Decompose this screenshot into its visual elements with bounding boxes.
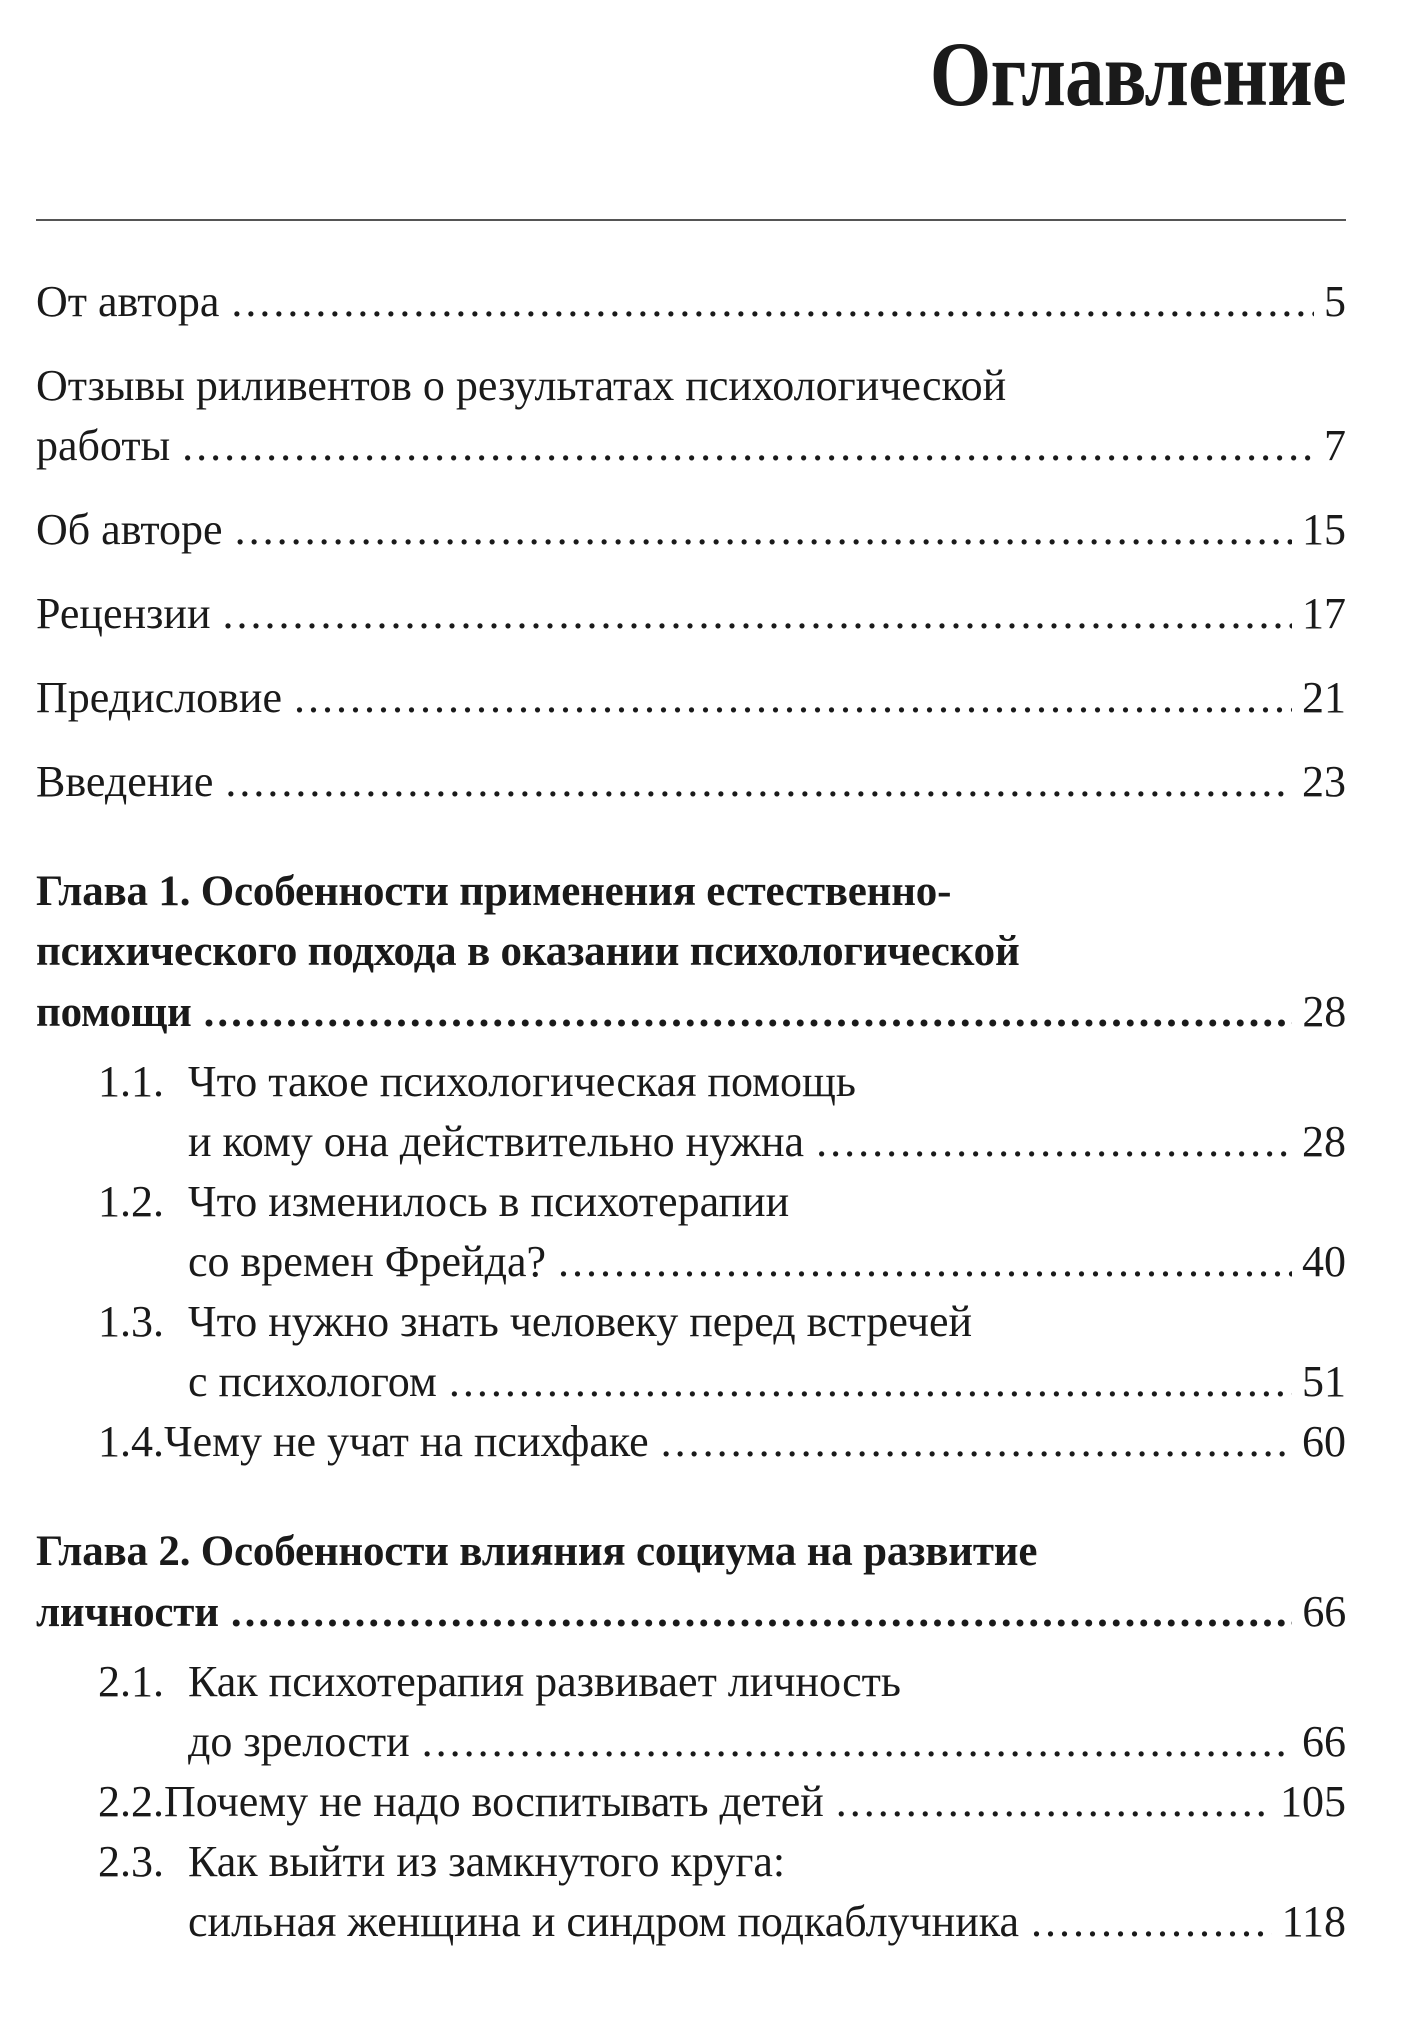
chapter-title-line2: психического подхода в оказании психологической	[36, 928, 1020, 975]
section-page-number: 40	[1302, 1237, 1346, 1286]
dot-leader	[661, 1412, 1292, 1472]
section-title: Почему не надо воспитывать детей	[164, 1777, 824, 1826]
section-number: 2.1.	[98, 1657, 164, 1706]
toc-entry-preface	[36, 668, 1346, 728]
chapter-title-line2: личности	[36, 1589, 219, 1636]
toc-section-1-4	[98, 1412, 1346, 1472]
entry-title: Об авторе	[36, 505, 223, 554]
section-number: 2.3.	[98, 1837, 164, 1886]
section-title-line2: и кому она действительно нужна	[188, 1117, 805, 1166]
chapter-title-line3: помощи	[36, 989, 192, 1036]
dot-leader	[836, 1772, 1270, 1832]
dot-leader	[182, 416, 1314, 476]
chapter-title-line1: Глава 2. Особенности влияния социума на развитие	[36, 1528, 1038, 1575]
section-page-number: 60	[1302, 1417, 1346, 1466]
section-number: 2.2.	[98, 1777, 164, 1826]
entry-page-number: 17	[1302, 589, 1346, 638]
section-title-line2: сильная женщина и синдром подкаблучника	[188, 1897, 1019, 1946]
toc-section-2-1	[98, 1652, 1346, 1772]
table-of-contents	[36, 0, 1346, 2017]
toc-chapter-2	[36, 1522, 1346, 1642]
toc-entry-introduction	[36, 752, 1346, 812]
section-number: 1.1.	[98, 1057, 164, 1106]
section-title-line1: Что такое психологическая помощь	[188, 1057, 856, 1106]
toc-entry-reviews-of-clients	[36, 356, 1346, 476]
entry-page-number: 23	[1302, 757, 1346, 806]
entry-page-number: 5	[1324, 277, 1346, 326]
toc-entry-reviews	[36, 584, 1346, 644]
entry-title-line1: Отзывы риливентов о результатах психологической	[36, 361, 1007, 410]
entry-title-line2: работы	[36, 421, 171, 470]
entry-title: От автора	[36, 277, 220, 326]
dot-leader	[223, 584, 1292, 644]
section-title-line1: Как психотерапия развивает личность	[188, 1657, 901, 1706]
dot-leader	[204, 983, 1293, 1043]
toc-entry-about-author	[36, 500, 1346, 560]
chapter-title-line1: Глава 1. Особенности применения естественно-	[36, 868, 952, 915]
section-title: Чему не учат на психфаке	[164, 1417, 649, 1466]
section-number: 1.2.	[98, 1177, 164, 1226]
section-title-line2: со времен Фрейда?	[188, 1237, 547, 1286]
section-page-number: 118	[1281, 1897, 1346, 1946]
dot-leader	[294, 668, 1292, 728]
section-page-number: 28	[1302, 1117, 1346, 1166]
chapter-page-number: 66	[1302, 1587, 1346, 1636]
toc-chapter-1	[36, 862, 1346, 1042]
entry-page-number: 21	[1302, 673, 1346, 722]
section-page-number: 105	[1280, 1777, 1346, 1826]
section-title-line2: до зрелости	[188, 1717, 410, 1766]
toc-page	[36, 0, 1346, 2017]
dot-leader	[816, 1112, 1292, 1172]
toc-section-2-2	[98, 1772, 1346, 1832]
section-page-number: 66	[1302, 1717, 1346, 1766]
dot-leader	[235, 500, 1292, 560]
toc-section-1-1	[98, 1052, 1346, 1172]
dot-leader	[231, 1583, 1293, 1643]
toc-entry-from-author	[36, 272, 1346, 332]
toc-section-1-3	[98, 1292, 1346, 1412]
entry-page-number: 7	[1324, 421, 1346, 470]
section-title-line1: Что изменилось в психотерапии	[188, 1177, 790, 1226]
dot-leader	[231, 272, 1314, 332]
toc-section-2-3	[98, 1832, 1346, 1952]
section-title-line1: Что нужно знать человеку перед встречей	[188, 1297, 973, 1346]
entry-title: Предисловие	[36, 673, 282, 722]
page-title: Оглавление	[929, 23, 1346, 125]
dot-leader	[449, 1352, 1292, 1412]
dot-leader	[422, 1712, 1292, 1772]
toc-section-1-2	[98, 1172, 1346, 1292]
dot-leader	[1031, 1892, 1272, 1952]
entry-page-number: 15	[1302, 505, 1346, 554]
section-title-line1: Как выйти из замкнутого круга:	[188, 1837, 786, 1886]
section-title-line2: с психологом	[188, 1357, 437, 1406]
chapter-page-number: 28	[1302, 987, 1346, 1036]
dot-leader	[225, 752, 1292, 812]
section-number: 1.4.	[98, 1417, 164, 1466]
section-page-number: 51	[1302, 1357, 1346, 1406]
section-number: 1.3.	[98, 1297, 164, 1346]
entry-title: Рецензии	[36, 589, 211, 638]
entry-title: Введение	[36, 757, 214, 806]
dot-leader	[558, 1232, 1292, 1292]
